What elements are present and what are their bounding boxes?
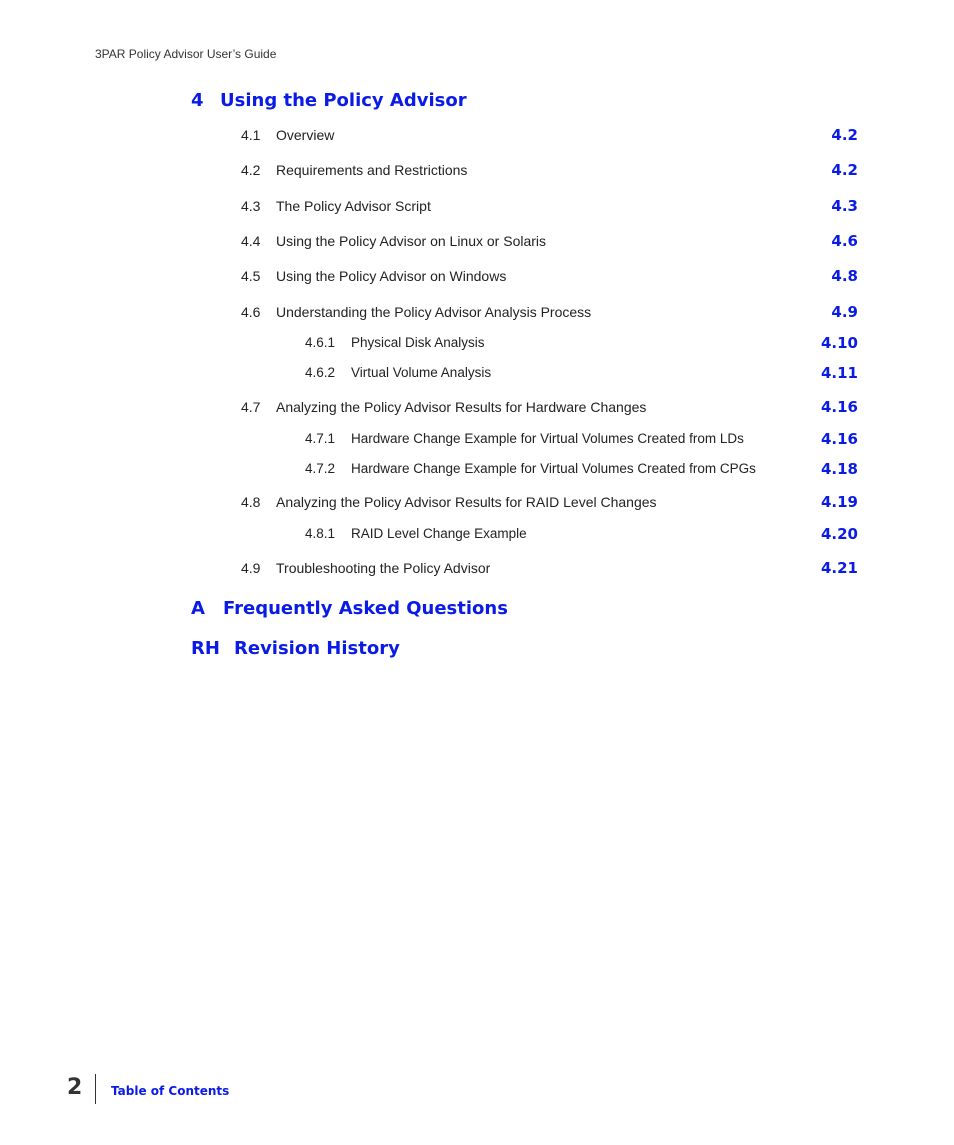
entry-title: Physical Disk Analysis [351,335,485,350]
entry-number: 4.6.1 [305,335,336,350]
toc-appendix-a[interactable] [191,598,508,619]
entry-number: 4.6 [241,304,261,320]
entry-page-link[interactable]: 4.8 [831,267,858,285]
footer-divider [95,1074,96,1104]
toc-entry-4-1[interactable] [0,127,954,147]
entry-title: Hardware Change Example for Virtual Volumes Created from CPGs [351,461,756,476]
toc-entry-4-2[interactable] [0,162,954,182]
entry-number: 4.8 [241,494,261,510]
toc-entry-4-6-1[interactable] [0,335,954,355]
appendix-number: A [191,598,205,619]
toc-entry-4-9[interactable] [0,560,954,580]
entry-number: 4.8.1 [305,526,336,541]
entry-number: 4.7.1 [305,431,336,446]
entry-title: Understanding the Policy Advisor Analysis Process [276,304,592,320]
entry-number: 4.7 [241,399,261,415]
footer-section-label: Table of Contents [111,1084,230,1098]
entry-page-link[interactable]: 4.6 [831,232,858,250]
entry-title: Analyzing the Policy Advisor Results for Hardware Changes [276,399,647,415]
entry-page-link[interactable]: 4.11 [820,364,858,382]
toc-entry-4-5[interactable] [0,268,954,288]
chapter-number: 4 [191,90,204,111]
footer-page-number: 2 [67,1075,83,1100]
entry-title: RAID Level Change Example [351,526,527,541]
toc-entry-4-6[interactable] [0,304,954,324]
entry-title: The Policy Advisor Script [276,198,431,214]
entry-page-link[interactable]: 4.2 [831,161,858,179]
entry-page-link[interactable]: 4.19 [820,493,858,511]
toc-entry-4-7-1[interactable] [0,431,954,451]
entry-title: Using the Policy Advisor on Linux or Solaris [276,233,547,249]
chapter-title: Using the Policy Advisor [220,90,467,111]
toc-entry-4-7[interactable] [0,399,954,419]
entry-number: 4.3 [241,198,261,214]
appendix-title: Frequently Asked Questions [223,598,508,619]
entry-page-link[interactable]: 4.2 [831,126,858,144]
toc-entry-4-7-2[interactable] [0,461,954,481]
entry-number: 4.5 [241,268,261,284]
entry-title: Analyzing the Policy Advisor Results for RAID Level Changes [276,494,657,510]
entry-number: 4.1 [241,127,261,143]
toc-entry-4-3[interactable] [0,198,954,218]
entry-title: Using the Policy Advisor on Windows [276,268,507,284]
entry-page-link[interactable]: 4.10 [820,334,858,352]
entry-title: Troubleshooting the Policy Advisor [276,560,491,576]
entry-page-link[interactable]: 4.16 [820,430,858,448]
entry-number: 4.6.2 [305,365,336,380]
entry-page-link[interactable]: 4.20 [820,525,858,543]
entry-title: Overview [276,127,335,143]
toc-entry-4-6-2[interactable] [0,365,954,385]
entry-page-link[interactable]: 4.18 [820,460,858,478]
appendix-title: Revision History [234,638,400,659]
entry-title: Requirements and Restrictions [276,162,468,178]
appendix-number: RH [191,638,220,659]
toc-chapter-4[interactable] [191,90,467,111]
entry-page-link[interactable]: 4.16 [820,398,858,416]
entry-title: Virtual Volume Analysis [351,365,492,380]
entry-number: 4.7.2 [305,461,336,476]
entry-title: Hardware Change Example for Virtual Volumes Created from LDs [351,431,744,446]
entry-number: 4.4 [241,233,261,249]
toc-entry-4-8-1[interactable] [0,526,954,546]
entry-number: 4.9 [241,560,261,576]
toc-appendix-rh[interactable] [191,638,400,659]
toc-entry-4-4[interactable] [0,233,954,253]
entry-page-link[interactable]: 4.21 [820,559,858,577]
entry-page-link[interactable]: 4.9 [831,303,858,321]
entry-page-link[interactable]: 4.3 [831,197,858,215]
entry-number: 4.2 [241,162,261,178]
running-header: 3PAR Policy Advisor User’s Guide [95,47,277,61]
toc-entry-4-8[interactable] [0,494,954,514]
